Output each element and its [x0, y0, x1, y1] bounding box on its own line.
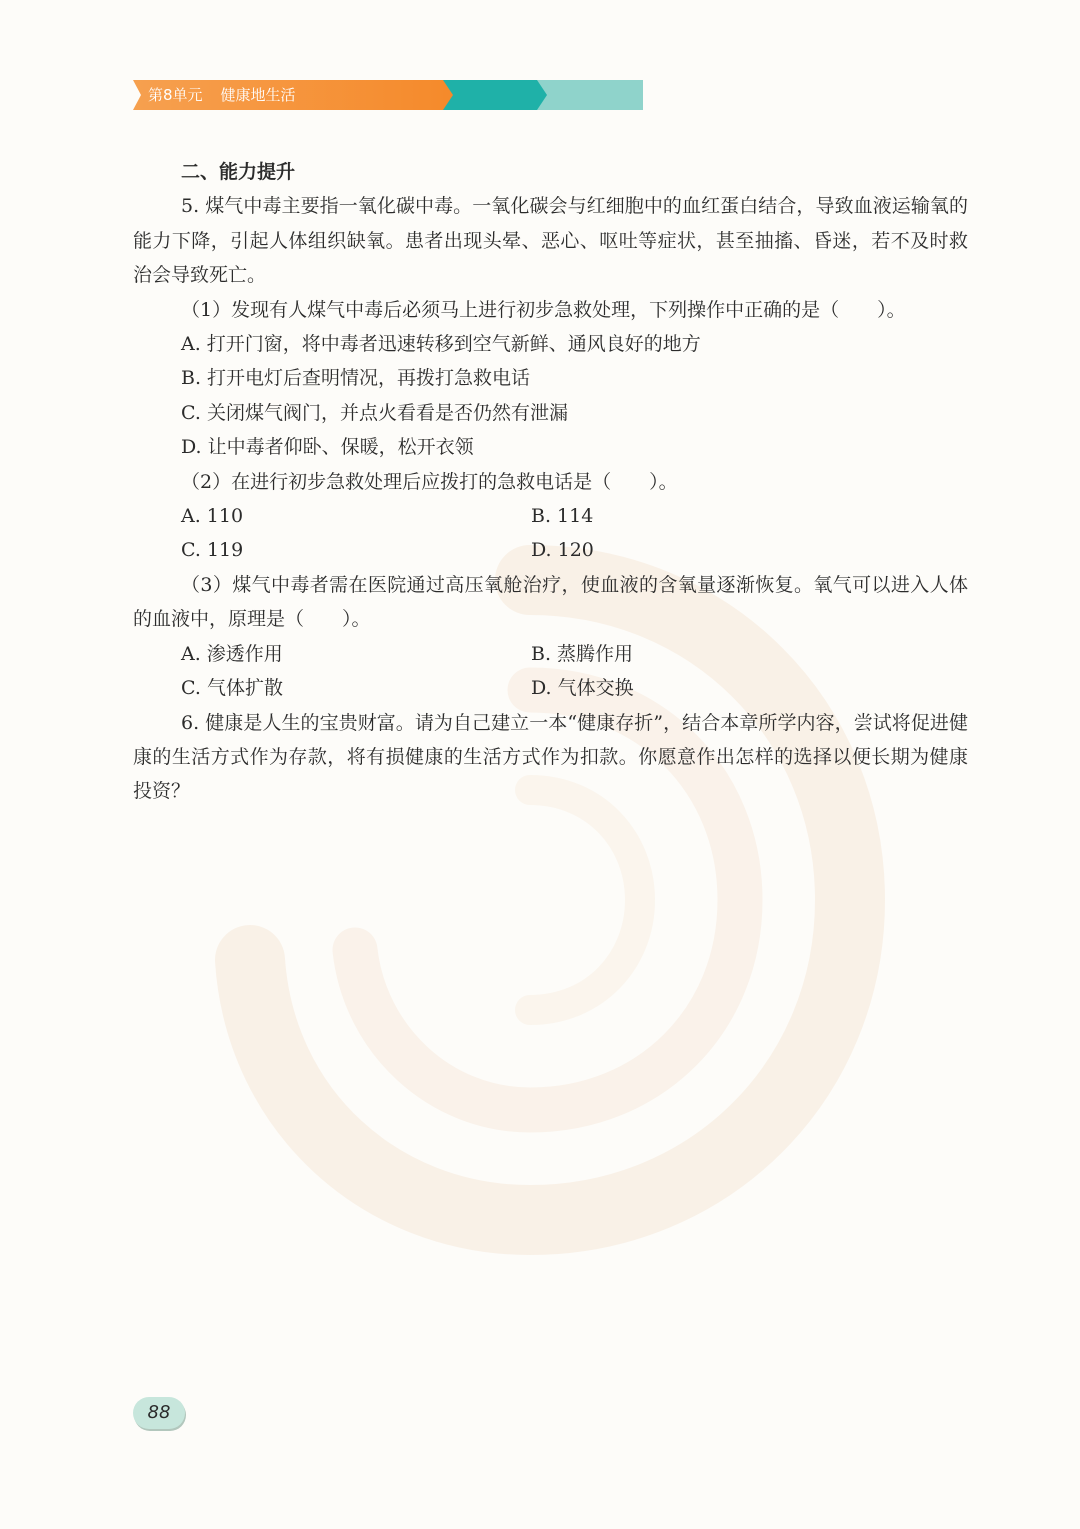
- option-5-2-c: C. 119: [181, 539, 244, 562]
- option-5-1-a: A. 打开门窗，将中毒者迅速转移到空气新鲜、通风良好的地方: [181, 333, 701, 356]
- option-5-2-a: A. 110: [181, 505, 244, 528]
- options-row: [133, 637, 968, 671]
- header-light-teal-segment: [537, 80, 643, 110]
- option-5-2-b: B. 114: [531, 505, 594, 528]
- question-5-1: （1）发现有人煤气中毒后必须马上进行初步急救处理，下列操作中正确的是（ ）。: [181, 298, 906, 321]
- option-5-1-c: C. 关闭煤气阀门，并点火看看是否仍然有泄漏: [181, 401, 568, 424]
- question-6-stem: 6. 健康是人生的宝贵财富。请为自己建立一本“健康存折”，结合本章所学内容，尝试将促进健康的生活方式作为存款，将有损健康的生活方式作为扣款。你愿意作出怎样的选择以便长期为健康投资？: [133, 711, 968, 803]
- question-5-stem: 5. 煤气中毒主要指一氧化碳中毒。一氧化碳会与红细胞中的血红蛋白结合，导致血液运输氧的能力下降，引起人体组织缺氧。患者出现头晕、恶心、呕吐等症状，甚至抽搐、昏迷，若不及时救治会导致死亡。: [133, 195, 968, 287]
- section-title: 二、能力提升: [181, 161, 296, 183]
- page-number-badge: 88: [133, 1397, 185, 1429]
- option-5-1-b: B. 打开电灯后查明情况，再拨打急救电话: [181, 367, 531, 390]
- question-5-2: （2）在进行初步急救处理后应拨打的急救电话是（ ）。: [181, 470, 678, 493]
- option-5-1-d: D. 让中毒者仰卧、保暖，松开衣领: [181, 436, 474, 459]
- unit-title: 健康地生活: [220, 86, 296, 104]
- option-5-2-d: D. 120: [531, 539, 594, 562]
- chapter-header-bar: [133, 80, 643, 110]
- option-5-3-b: B. 蒸腾作用: [531, 642, 634, 665]
- option-5-3-c: C. 气体扩散: [181, 677, 283, 700]
- option-5-3-a: A. 渗透作用: [181, 642, 283, 665]
- options-row: [133, 533, 968, 567]
- options-row: [133, 671, 968, 705]
- option-5-3-d: D. 气体交换: [531, 677, 634, 700]
- header-teal-segment: [443, 80, 543, 110]
- header-text: [148, 80, 296, 110]
- question-5-3: （3）煤气中毒者需在医院通过高压氧舱治疗，使血液的含氧量逐渐恢复。氧气可以进入人体的血液中，原理是（ ）。: [133, 573, 968, 631]
- options-row: [133, 499, 968, 533]
- page-content: [133, 155, 968, 809]
- unit-label: 第8单元: [148, 86, 203, 104]
